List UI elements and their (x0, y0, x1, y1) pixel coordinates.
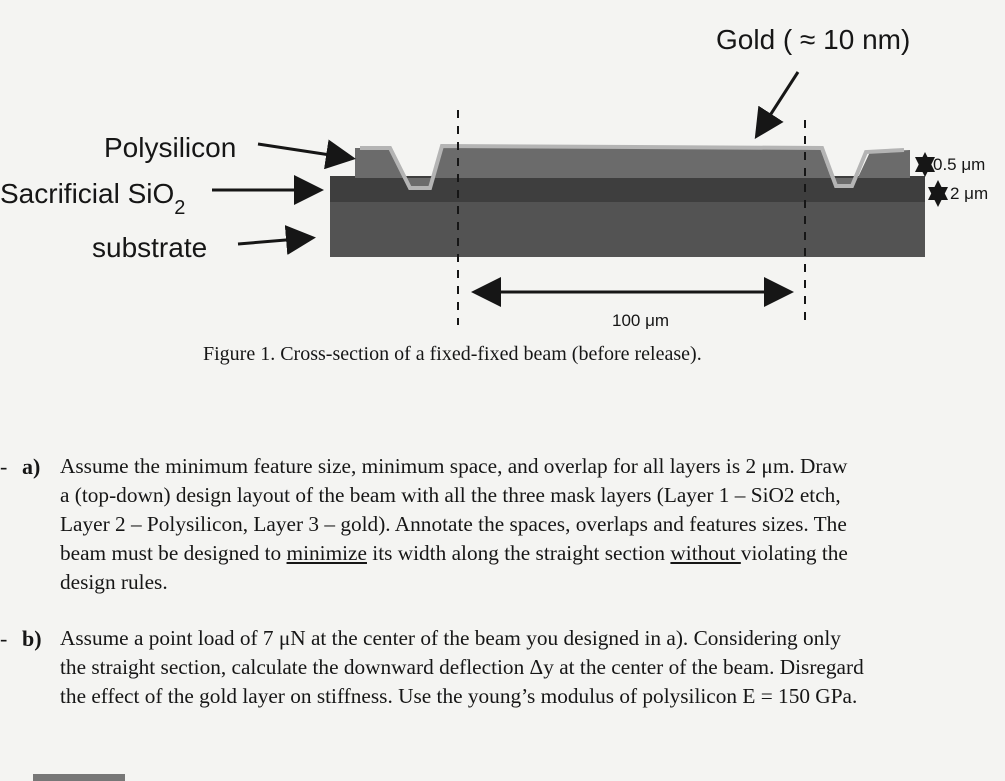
oxide-thickness-label: 2 μm (950, 184, 989, 203)
question-a-letter: a) (22, 454, 41, 479)
question-a (0, 452, 1005, 602)
sacrificial-oxide-label: Sacrificial SiO$_2$ (0, 178, 186, 219)
polysilicon-pointer-arrow (258, 144, 350, 158)
question-b-line-2: the straight section, calculate the downward deflection Δy at the center of the beam. Disregard (60, 655, 864, 679)
gold-label: Gold ( ≈ 10 nm) (716, 24, 911, 55)
question-a-line-4: beam must be designed to minimize its width along the straight section without violating the (60, 541, 848, 565)
question-a-text (60, 452, 1002, 597)
question-b-text (60, 624, 1002, 711)
question-b-marker: - (0, 626, 8, 651)
substrate-label: substrate (92, 232, 208, 263)
substrate-layer (330, 200, 925, 257)
polysilicon-label: Polysilicon (104, 132, 237, 163)
cross-section-figure (0, 0, 1005, 340)
question-a-line-5: design rules. (60, 570, 168, 594)
gold-pointer-arrow (758, 72, 798, 134)
figure-caption: Figure 1. Cross-section of a fixed-fixed beam (before release). (203, 343, 702, 365)
question-a-line-2: a (top-down) design layout of the beam with all the three mask layers (Layer 1 – SiO2 etch, (60, 483, 841, 507)
bottom-corner-mark (33, 774, 125, 781)
question-b (0, 624, 1005, 724)
question-a-marker: - (0, 454, 8, 479)
question-b-letter: b) (22, 626, 42, 651)
question-a-line-1: Assume the minimum feature size, minimum space, and overlap for all layers is 2 μm. Draw (60, 454, 848, 478)
poly-thickness-label: 0.5 μm (933, 155, 986, 174)
question-a-line-3: Layer 2 – Polysilicon, Layer 3 – gold). Annotate the spaces, overlaps and features sizes. The (60, 512, 847, 536)
substrate-pointer-arrow (238, 238, 310, 244)
question-b-line-1: Assume a point load of 7 μN at the center of the beam you designed in a). Considering only (60, 626, 841, 650)
span-dimension-label: 100 μm (612, 311, 670, 330)
question-b-line-3: the effect of the gold layer on stiffness. Use the young’s modulus of polysilicon E = 150 GPa. (60, 684, 858, 708)
